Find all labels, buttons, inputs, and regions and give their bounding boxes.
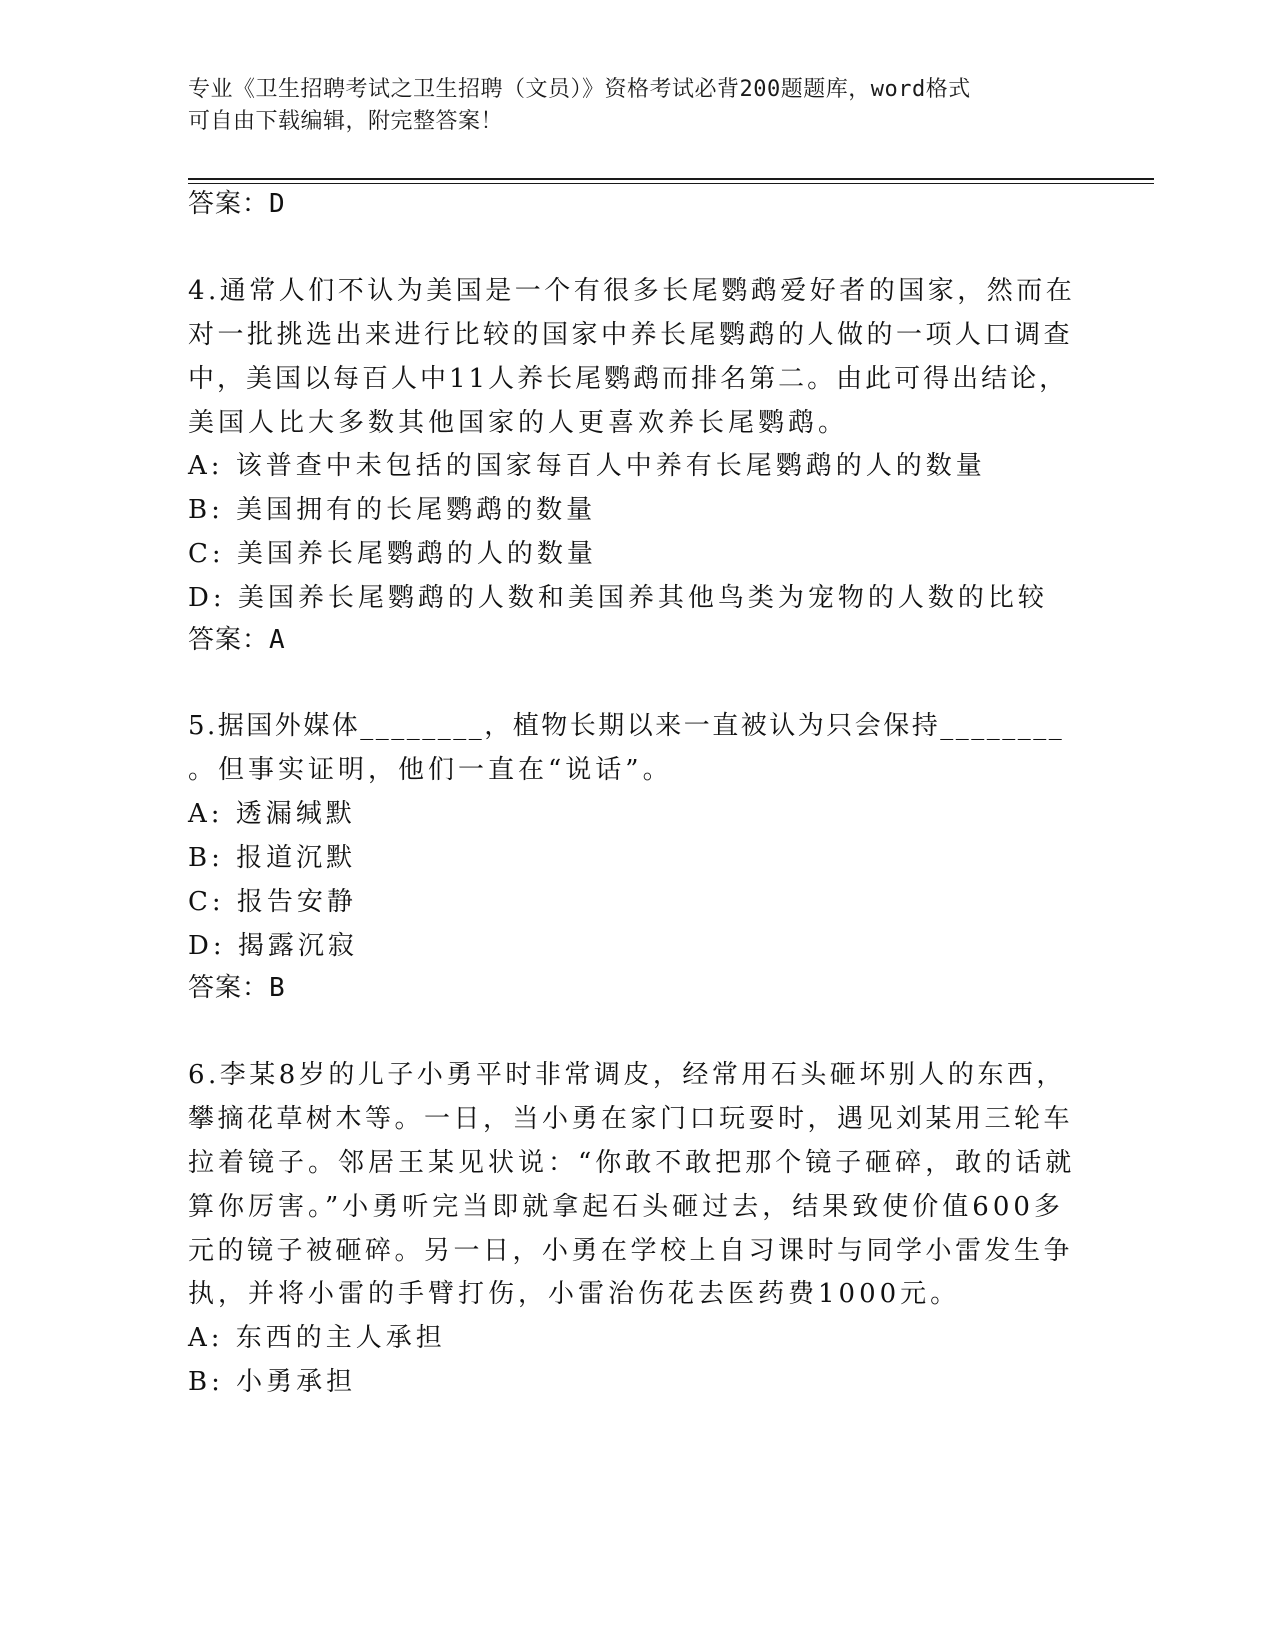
question-4-line: 对一批挑选出来进行比较的国家中养长尾鹦鹉的人做的一项人口调查 bbox=[188, 320, 1074, 350]
question-6-option-a: A: 东西的主人承担 bbox=[188, 1323, 446, 1353]
question-6-line: 算你厉害。”小勇听完当即就拿起石头砸过去，结果致使价值600多 bbox=[188, 1192, 1064, 1222]
question-6-line: 拉着镜子。邻居王某见状说：“你敢不敢把那个镜子砸碎，敢的话就 bbox=[188, 1148, 1076, 1178]
question-6-line: 攀摘花草树木等。一日，当小勇在家门口玩耍时，遇见刘某用三轮车 bbox=[188, 1104, 1074, 1134]
question-4-option-c: C: 美国养长尾鹦鹉的人的数量 bbox=[188, 539, 597, 569]
question-5-option-d: D: 揭露沉寂 bbox=[188, 931, 358, 961]
question-6-line: 6.李某8岁的儿子小勇平时非常调皮，经常用石头砸坏别人的东西， bbox=[188, 1060, 1066, 1090]
question-5-line: 。但事实证明，他们一直在“说话”。 bbox=[188, 755, 673, 785]
question-6-option-b: B: 小勇承担 bbox=[188, 1367, 357, 1397]
question-4-line: 美国人比大多数其他国家的人更喜欢养长尾鹦鹉。 bbox=[188, 408, 849, 438]
header-line-1: 专业《卫生招聘考试之卫生招聘（文员）》资格考试必背200题题库，word格式 bbox=[188, 77, 971, 102]
question-5-option-b: B: 报道沉默 bbox=[188, 843, 357, 873]
document-header bbox=[188, 74, 1068, 138]
question-4-line: 中，美国以每百人中11人养长尾鹦鹉而排名第二。由此可得出结论， bbox=[188, 364, 1069, 394]
question-4-option-a: A: 该普查中未包括的国家每百人中养有长尾鹦鹉的人的数量 bbox=[188, 451, 986, 481]
answer-q3: 答案：D bbox=[188, 189, 286, 219]
question-4-option-b: B: 美国拥有的长尾鹦鹉的数量 bbox=[188, 495, 597, 525]
question-4-line: 4.通常人们不认为美国是一个有很多长尾鹦鹉爱好者的国家，然而在 bbox=[188, 276, 1076, 306]
header-divider-thick bbox=[188, 178, 1154, 180]
header-divider-thin bbox=[188, 183, 1154, 184]
question-6-line: 元的镜子被砸碎。另一日，小勇在学校上自习课时与同学小雷发生争 bbox=[188, 1236, 1074, 1266]
question-5-option-a: A: 透漏缄默 bbox=[188, 799, 356, 829]
question-4-option-d: D: 美国养长尾鹦鹉的人数和美国养其他鸟类为宠物的人数的比较 bbox=[188, 583, 1048, 613]
answer-q4: 答案：A bbox=[188, 625, 286, 655]
question-5-option-c: C: 报告安静 bbox=[188, 887, 357, 917]
question-5-line: 5.据国外媒体________，植物长期以来一直被认为只会保持________ bbox=[188, 711, 1065, 741]
header-line-2: 可自由下载编辑，附完整答案！ bbox=[188, 109, 504, 134]
question-6-line: 执，并将小雷的手臂打伤，小雷治伤花去医药费1000元。 bbox=[188, 1279, 961, 1309]
answer-q5: 答案：B bbox=[188, 973, 286, 1003]
